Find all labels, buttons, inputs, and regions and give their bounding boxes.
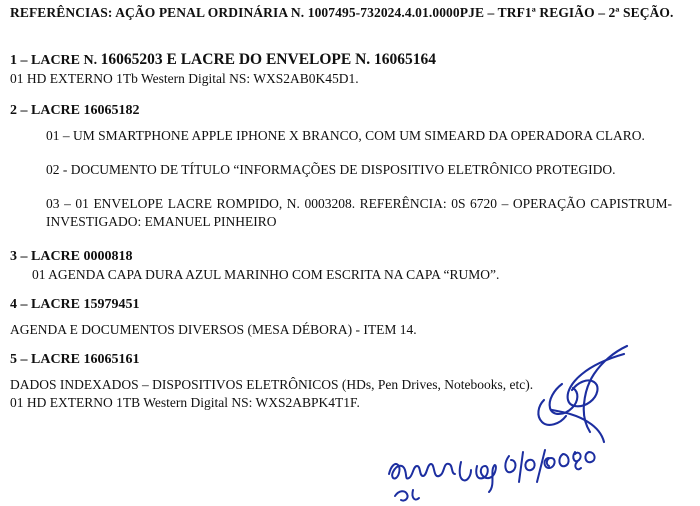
spacer [0, 36, 700, 50]
section-1-title [10, 50, 690, 70]
spacer [0, 88, 700, 102]
spacer [0, 284, 700, 296]
section-lacre-3 [0, 248, 700, 284]
spacer [10, 369, 690, 376]
spacer [10, 145, 690, 161]
section-3-title: 3 – LACRE 0000818 [10, 249, 133, 265]
spacer [0, 231, 700, 248]
section-lacre-2 [0, 102, 700, 231]
spacer [0, 339, 700, 351]
spacer [10, 120, 690, 127]
spacer [0, 22, 700, 36]
section-1-line-1: 01 HD EXTERNO 1Tb Western Digital NS: WXS2AB0K45D1. [10, 71, 359, 87]
section-lacre-5 [0, 351, 700, 412]
section-1-title-main: 16065203 E LACRE DO ENVELOPE N. 16065164 [100, 51, 437, 69]
section-2-item-1: 01 – UM SMARTPHONE APPLE IPHONE X BRANCO, COM UM SIMEARD DA OPERADORA CLARO. [46, 128, 645, 144]
section-5-line-2: 01 HD EXTERNO 1TB Western Digital NS: WXS2ABPK4T1F. [10, 395, 360, 411]
handwritten-receipt-note [385, 448, 615, 506]
section-4-line-1: AGENDA E DOCUMENTOS DIVERSOS (MESA DÉBORA) - ITEM 14. [10, 322, 417, 338]
section-5-line-1: DADOS INDEXADOS – DISPOSITIVOS ELETRÔNICOS (HDs, Pen Drives, Notebooks, etc). [10, 377, 534, 393]
section-2-item-2: 02 - DOCUMENTO DE TÍTULO “INFORMAÇÕES DE DISPOSITIVO ELETRÔNICO PROTEGIDO. [46, 162, 616, 178]
spacer [10, 314, 690, 321]
section-lacre-4 [0, 296, 700, 339]
section-2-title: 2 – LACRE 16065182 [10, 103, 140, 119]
document-header: REFERÊNCIAS: AÇÃO PENAL ORDINÁRIA N. 1007495-732024.4.01.0000PJE – TRF1ª REGIÃO – 2ª SEÇÃO. [10, 5, 674, 20]
section-lacre-1 [0, 50, 700, 88]
section-3-line-1: 01 AGENDA CAPA DURA AZUL MARINHO COM ESCRITA NA CAPA “RUMO”. [32, 267, 500, 283]
section-4-title: 4 – LACRE 15979451 [10, 297, 140, 313]
section-1-title-prefix: 1 – LACRE N. [10, 53, 98, 69]
section-5-title: 5 – LACRE 16065161 [10, 352, 140, 368]
spacer [10, 179, 690, 195]
section-2-item-3: 03 – 01 ENVELOPE LACRE ROMPIDO, N. 0003208. REFERÊNCIA: 0S 6720 – OPERAÇÃO CAPISTRUM- INVESTIGADO: EMANUEL PINHEIRO [46, 196, 672, 230]
